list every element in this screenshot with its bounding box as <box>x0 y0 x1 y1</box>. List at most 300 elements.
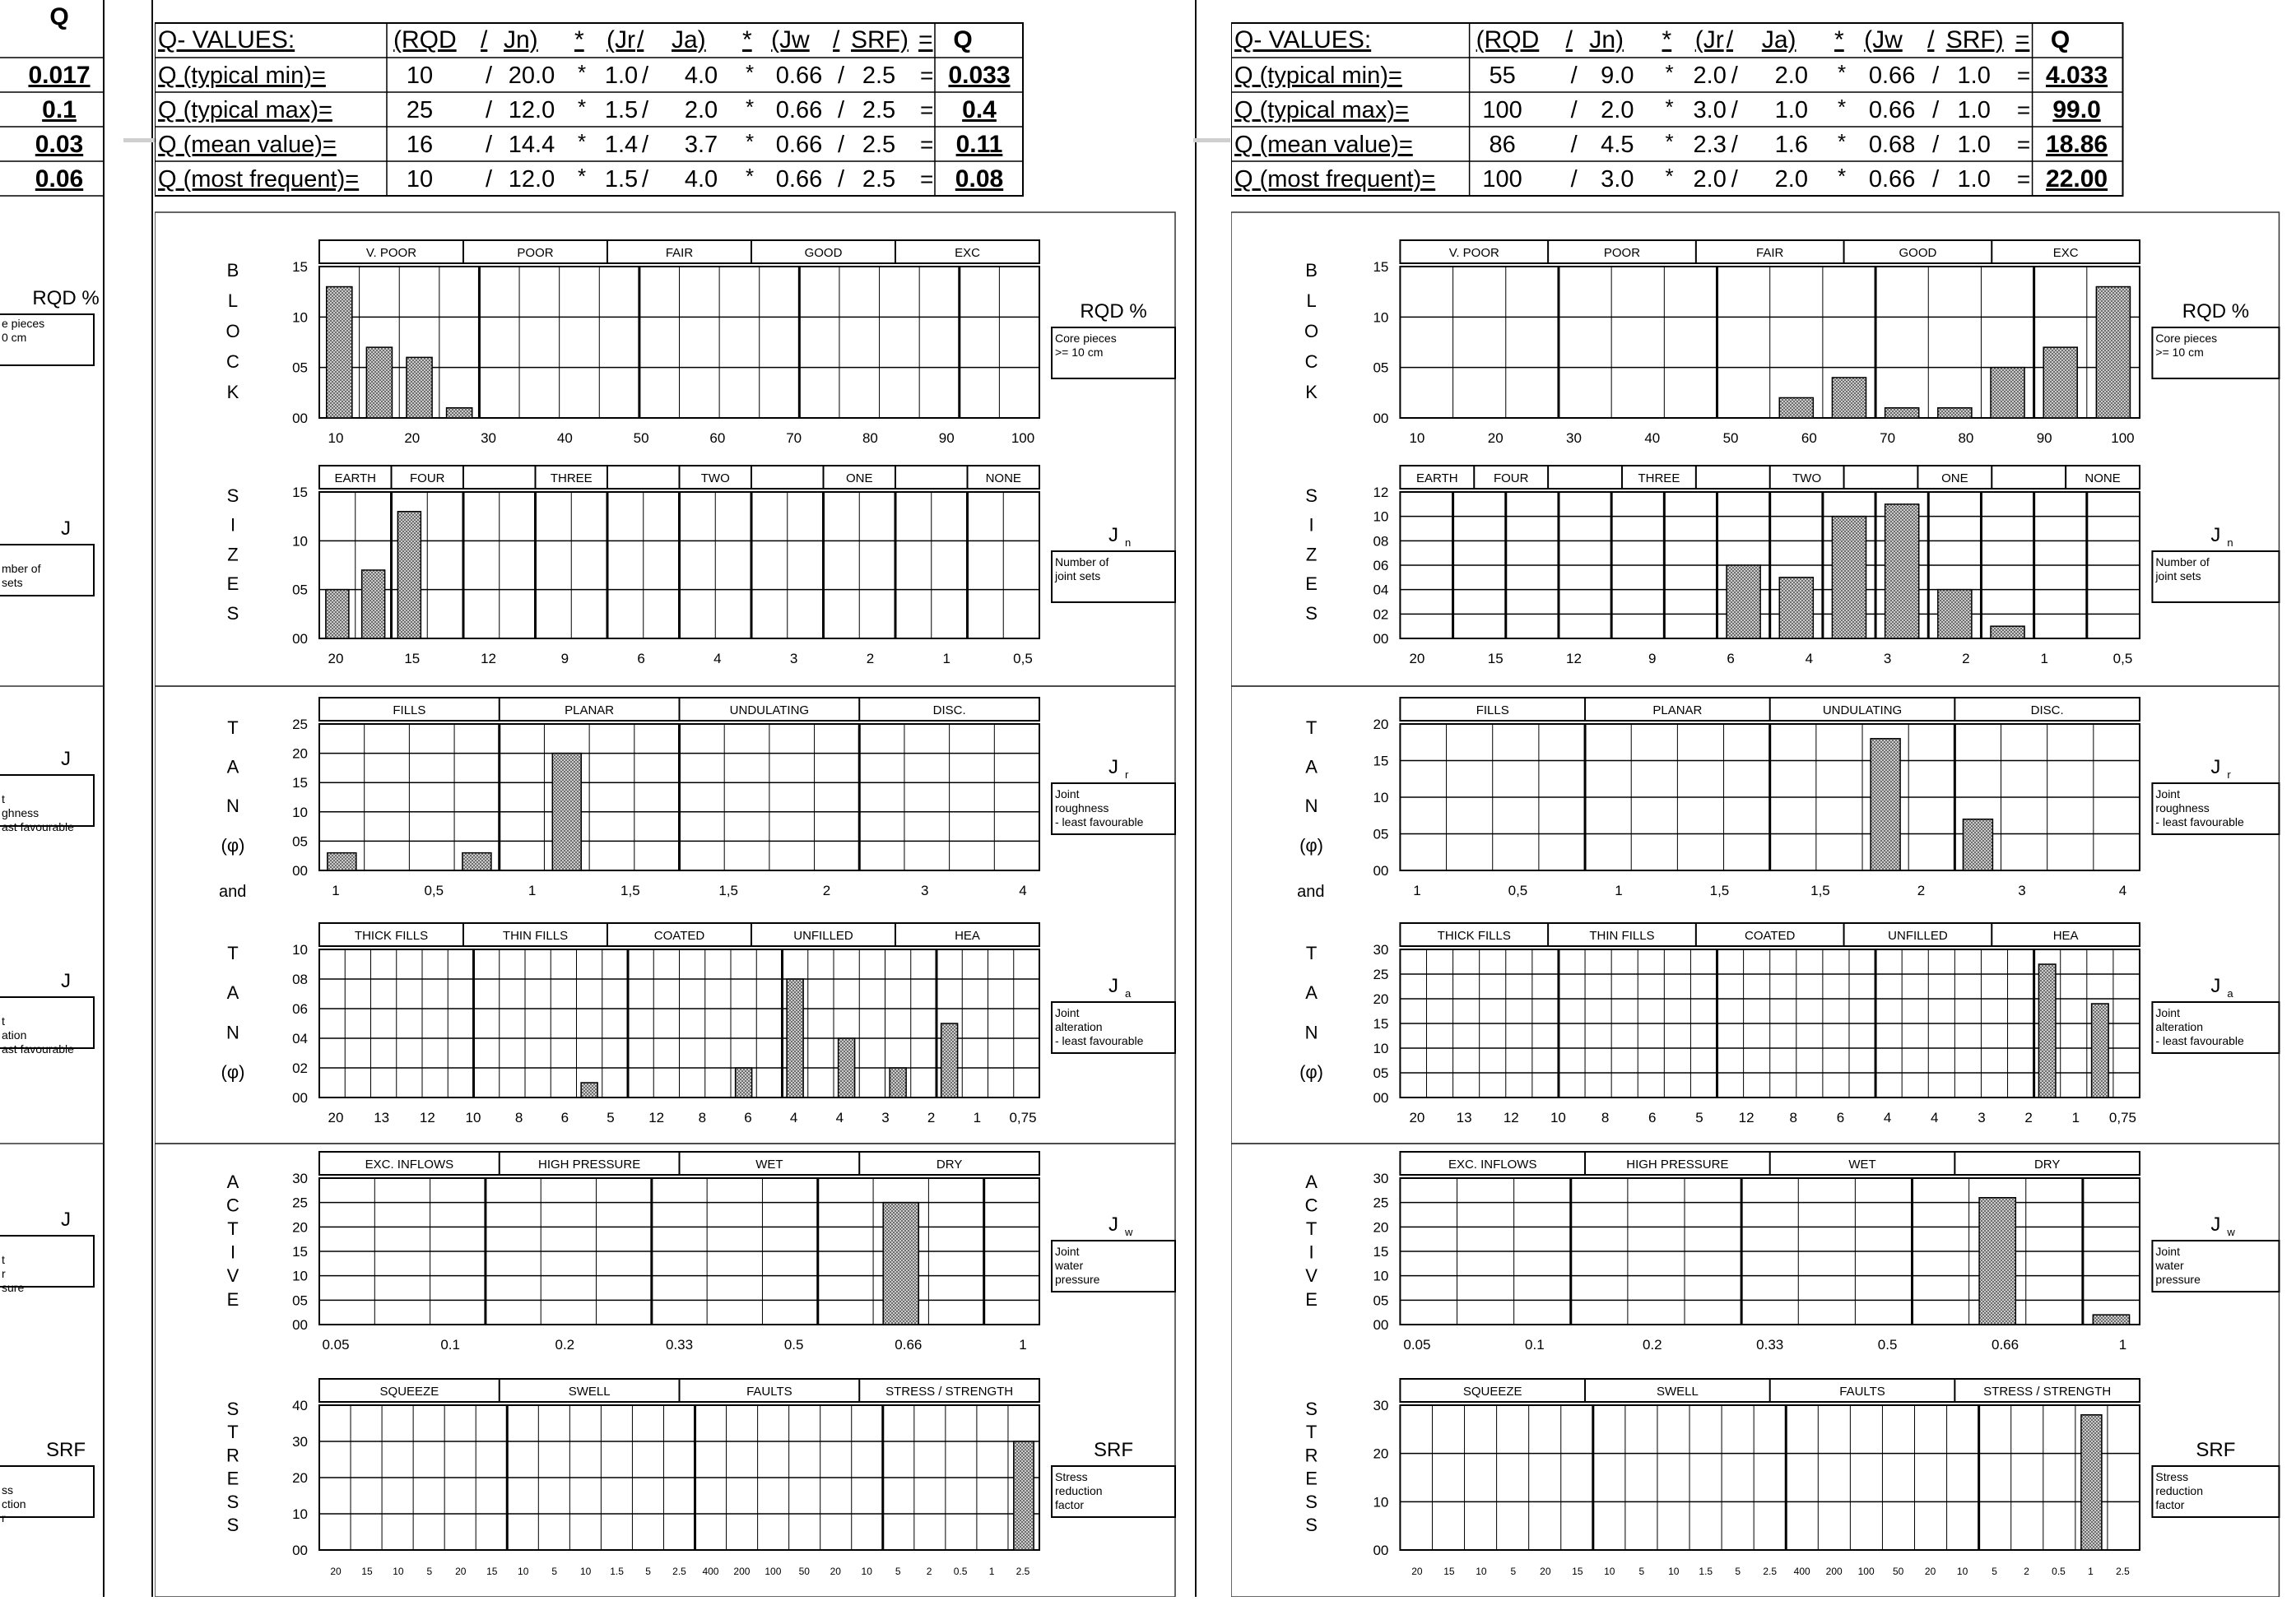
left-box-title: SRF <box>46 1439 86 1461</box>
x-tick-label: 200 <box>1825 1566 1843 1577</box>
box-line: alteration <box>1055 1020 1103 1033</box>
side-letter: T <box>1305 1422 1318 1443</box>
y-tick-label: 20 <box>1373 991 1389 1007</box>
box-title: RQD % <box>1080 300 1147 323</box>
band-label: HIGH PRESSURE <box>538 1158 641 1172</box>
side-letter: S <box>226 485 239 506</box>
band-label: FILLS <box>393 703 426 717</box>
y-tick-label: 00 <box>1373 1317 1389 1333</box>
table-cell-jr: 1.4 <box>604 132 639 158</box>
x-tick-label: 20 <box>330 1566 342 1577</box>
box-line: - least favourable <box>1055 815 1144 828</box>
x-tick-label: 20 <box>1540 1566 1551 1577</box>
band-label: DRY <box>2033 1158 2061 1172</box>
left-box-fragment: e pieces <box>2 317 45 330</box>
y-tick-label: 25 <box>292 1195 308 1211</box>
table-row-label: Q (typical max)= <box>158 97 332 123</box>
table-star: * <box>1665 129 1674 154</box>
y-tick-label: 05 <box>1373 1292 1389 1309</box>
band-label: THICK FILLS <box>1437 929 1511 943</box>
side-letter: (φ) <box>1299 1061 1324 1083</box>
table-header-cell: Q- VALUES: <box>1234 26 1372 53</box>
left-box-fragment: mber of <box>2 562 41 575</box>
x-tick-label: 20 <box>1924 1566 1936 1577</box>
box-line: Stress <box>1055 1470 1088 1483</box>
bar <box>407 357 432 418</box>
chart-right-jw <box>1305 1152 2280 1353</box>
side-letter: A <box>1305 982 1318 1004</box>
y-tick-label: 10 <box>292 942 308 958</box>
x-tick-label: 100 <box>765 1566 782 1577</box>
side-letter: N <box>1304 796 1318 817</box>
table-cell-jr: 1.0 <box>604 63 639 89</box>
side-letter: S <box>1305 1491 1318 1512</box>
table-star: * <box>578 60 587 85</box>
x-tick-label: 2.5 <box>1763 1566 1778 1577</box>
chart-center-ja <box>221 923 1175 1125</box>
box-title: J <box>1108 975 1118 997</box>
y-tick-label: 04 <box>292 1031 308 1046</box>
table-slash: / <box>1731 166 1738 193</box>
x-tick-label: 1,5 <box>620 883 640 898</box>
band-label: UNFILLED <box>1888 929 1948 943</box>
table-header-cell: * <box>742 26 752 53</box>
band-label: V. POOR <box>365 246 417 260</box>
table-header-cell: = <box>918 26 933 53</box>
x-tick-label: 10 <box>1409 430 1425 446</box>
x-tick-label: 15 <box>404 651 421 666</box>
x-tick-label: 0.33 <box>1756 1337 1784 1353</box>
left-partial-svg <box>0 0 107 1597</box>
side-letter: A <box>226 1172 239 1192</box>
table-slash: / <box>642 132 649 158</box>
table-cell-jn: 3.0 <box>1601 166 1634 193</box>
left-q-value: 0.03 <box>35 131 84 158</box>
x-tick-label: 4 <box>713 651 722 666</box>
table-header-cell: / <box>833 26 840 53</box>
x-tick-label: 8 <box>1601 1110 1610 1125</box>
x-tick-label: 4 <box>1931 1110 1939 1125</box>
box-line: - least favourable <box>2155 1034 2244 1047</box>
box-title: SRF <box>1094 1439 1133 1461</box>
band-label: UNDULATING <box>729 703 810 717</box>
x-tick-label: 0.5 <box>953 1566 968 1577</box>
table-cell-jr: 1.5 <box>604 166 639 193</box>
table-header-cell: (Jw <box>771 26 810 53</box>
side-letter: I <box>1308 514 1314 536</box>
y-tick-label: 08 <box>1373 533 1389 550</box>
x-tick-label: 20 <box>830 1566 841 1577</box>
left-box-fragment: t <box>2 792 5 805</box>
box-line: water <box>2155 1259 2184 1272</box>
bar <box>2093 1315 2129 1325</box>
table-header-cell: (RQD <box>393 26 457 53</box>
x-tick-label: 15 <box>1487 651 1504 666</box>
side-letter: Z <box>227 544 239 565</box>
table-cell-ja: 4.0 <box>684 166 718 193</box>
band-label: FAULTS <box>1839 1385 1885 1399</box>
y-tick-label: 15 <box>1373 259 1389 275</box>
table-equals: = <box>2016 132 2031 157</box>
left-box-fragment: sets <box>2 576 23 589</box>
x-tick-label: 50 <box>1892 1566 1904 1577</box>
side-letter: A <box>226 756 239 777</box>
y-tick-label: 00 <box>292 1543 308 1558</box>
x-tick-label: 4 <box>789 1110 798 1125</box>
and-label: and <box>1297 883 1325 901</box>
x-tick-label: 10 <box>518 1566 529 1577</box>
y-tick-label: 00 <box>292 631 308 647</box>
bar <box>736 1068 752 1097</box>
table-slash: / <box>1570 132 1578 158</box>
x-tick-label: 0.05 <box>322 1337 350 1353</box>
table-header-cell: Q- VALUES: <box>158 26 295 53</box>
table-star: * <box>746 129 755 154</box>
x-tick-label: 0,75 <box>2108 1110 2137 1125</box>
side-letter: T <box>1305 943 1318 963</box>
table-cell-srf: 1.0 <box>1957 97 1991 123</box>
x-tick-label: 6 <box>637 651 645 666</box>
bar <box>1779 397 1813 418</box>
band-label: GOOD <box>1899 246 1937 260</box>
table-slash: / <box>486 166 493 193</box>
x-tick-label: 50 <box>1722 430 1739 446</box>
left-q-value: 0.06 <box>35 165 84 193</box>
table-row-label: Q (mean value)= <box>1234 132 1413 158</box>
bar <box>366 347 392 418</box>
x-tick-label: 10 <box>1550 1110 1566 1125</box>
x-tick-label: 4 <box>2118 883 2127 898</box>
side-letter: I <box>230 514 236 536</box>
bar <box>1014 1441 1034 1550</box>
table-equals: = <box>2016 97 2031 123</box>
band-label: V. POOR <box>1448 246 1499 260</box>
table-q-value: 99.0 <box>2052 96 2101 123</box>
table-cell-srf: 2.5 <box>862 132 896 158</box>
bar <box>2081 1415 2102 1550</box>
x-tick-label: 1,5 <box>718 883 738 898</box>
x-tick-label: 10 <box>1604 1566 1615 1577</box>
chart-right-rqd <box>1304 240 2279 446</box>
box-line: Joint <box>2155 787 2180 800</box>
table-slash: / <box>642 63 649 89</box>
section-frame <box>1231 1144 2279 1597</box>
y-tick-label: 25 <box>1373 1195 1389 1211</box>
x-tick-label: 30 <box>481 430 497 446</box>
x-tick-label: 400 <box>702 1566 719 1577</box>
x-tick-label: 0.5 <box>1877 1337 1898 1353</box>
y-tick-label: 40 <box>292 1398 308 1413</box>
x-tick-label: 10 <box>1956 1566 1968 1577</box>
band-label: GOOD <box>804 246 843 260</box>
box-line: pressure <box>2155 1273 2201 1286</box>
x-tick-label: 5 <box>1735 1566 1741 1577</box>
table-header-cell: (Jr <box>607 26 635 53</box>
band-label: HEA <box>955 929 980 943</box>
left-box-title: J <box>61 1209 71 1231</box>
left-box-title: J <box>61 748 71 770</box>
table-star: * <box>1665 60 1674 85</box>
x-tick-label: 50 <box>633 430 649 446</box>
side-letter: S <box>226 1515 239 1536</box>
table-row-label: Q (typical min)= <box>1234 63 1402 89</box>
y-tick-label: 05 <box>292 833 308 850</box>
divider-center <box>1195 0 1197 1597</box>
table-header-cell: / <box>1927 26 1935 53</box>
left-box-frame <box>0 1236 94 1287</box>
table-equals: = <box>920 166 934 192</box>
table-header-cell: / <box>1565 26 1573 53</box>
side-letter: Z <box>1305 544 1318 565</box>
x-tick-label: 0,5 <box>2112 651 2133 666</box>
y-tick-label: 20 <box>1373 717 1389 732</box>
y-tick-label: 00 <box>292 863 308 879</box>
bar <box>1991 626 2024 638</box>
bar <box>1871 739 1900 870</box>
y-tick-label: 10 <box>1373 1268 1389 1284</box>
left-q-header: Q <box>49 3 69 30</box>
side-letter: E <box>1305 573 1318 595</box>
x-tick-label: 1.5 <box>1699 1566 1713 1577</box>
and-label: and <box>219 883 247 901</box>
band-label: DRY <box>936 1158 963 1172</box>
section-frame <box>155 212 1175 686</box>
box-title: RQD % <box>2182 300 2250 323</box>
y-tick-label: 06 <box>292 1001 308 1017</box>
band-label: NONE <box>2085 471 2121 485</box>
side-letter: R <box>226 1445 239 1466</box>
left-box-fragment: ction <box>2 1497 26 1511</box>
table-cell-jn: 2.0 <box>1601 97 1634 123</box>
side-letter: V <box>1305 1265 1318 1287</box>
x-tick-label: 20 <box>1411 1566 1423 1577</box>
x-tick-label: 20 <box>328 1110 344 1125</box>
table-slash: / <box>486 132 493 158</box>
table-cell-jr: 2.0 <box>1693 166 1727 193</box>
y-tick-label: 25 <box>1373 967 1389 982</box>
side-letter: A <box>1305 1172 1318 1192</box>
side-letter: O <box>225 320 240 341</box>
bar <box>552 754 581 870</box>
header-shade-center <box>1193 138 1230 142</box>
box-title: J <box>2210 524 2221 546</box>
x-tick-label: 100 <box>2111 430 2135 446</box>
x-tick-label: 5 <box>426 1566 433 1577</box>
x-tick-label: 0.1 <box>1525 1337 1545 1353</box>
bar <box>787 979 803 1097</box>
table-header-cell: SRF) <box>851 26 909 53</box>
band-label: PLANAR <box>565 703 615 717</box>
x-tick-label: 6 <box>1648 1110 1657 1125</box>
left-box-fragment: t <box>2 1014 5 1028</box>
q-values-table <box>1231 23 2122 196</box>
x-tick-label: 1 <box>1019 1337 1027 1353</box>
table-cell-rqd: 25 <box>406 97 434 123</box>
side-letter: T <box>227 943 239 963</box>
side-letter: V <box>226 1265 239 1287</box>
x-tick-label: 1 <box>2088 1566 2094 1577</box>
y-tick-label: 15 <box>292 485 308 500</box>
box-line: >= 10 cm <box>2155 346 2204 359</box>
band-label: DISC. <box>2030 703 2064 717</box>
band-label: COATED <box>1744 929 1796 943</box>
table-star: * <box>578 95 587 119</box>
bar <box>839 1038 855 1097</box>
side-letter: K <box>226 381 239 402</box>
box-line: Joint <box>1055 787 1080 800</box>
x-tick-label: 9 <box>1648 651 1657 666</box>
y-tick-label: 05 <box>292 582 308 598</box>
y-tick-label: 20 <box>292 745 308 762</box>
table-equals: = <box>920 63 934 88</box>
left-q-value: 0.1 <box>42 96 77 123</box>
bar <box>1938 590 1972 638</box>
y-tick-label: 10 <box>1373 508 1389 525</box>
y-tick-label: 15 <box>1373 1016 1389 1032</box>
band-label: THREE <box>550 471 593 485</box>
bar <box>2043 347 2077 418</box>
band-label: EARTH <box>334 471 377 485</box>
x-tick-label: 12 <box>648 1110 665 1125</box>
x-tick-label: 3 <box>881 1110 890 1125</box>
side-letter: S <box>1305 602 1318 624</box>
table-cell-jw: 0.66 <box>1868 166 1916 193</box>
table-star: * <box>1838 95 1847 119</box>
table-star: * <box>1838 60 1847 85</box>
table-cell-srf: 1.0 <box>1957 132 1991 158</box>
table-header-cell: SRF) <box>1945 26 2004 53</box>
x-tick-label: 10 <box>579 1566 592 1577</box>
x-tick-label: 30 <box>1566 430 1582 446</box>
left-box-fragment: r <box>2 1511 6 1524</box>
x-tick-label: 8 <box>698 1110 707 1125</box>
table-cell-jn: 4.5 <box>1601 132 1634 158</box>
y-tick-label: 30 <box>1373 1171 1389 1186</box>
x-tick-label: 1 <box>973 1110 982 1125</box>
band-label: THREE <box>1638 471 1680 485</box>
x-tick-label: 2.5 <box>672 1566 686 1577</box>
x-tick-label: 1 <box>528 883 537 898</box>
bar <box>447 408 472 418</box>
table-slash: / <box>1731 97 1738 123</box>
box-line: Joint <box>2155 1006 2180 1019</box>
bar <box>1938 408 1972 418</box>
x-tick-label: 60 <box>1801 430 1817 446</box>
x-tick-label: 6 <box>744 1110 752 1125</box>
x-tick-label: 50 <box>798 1566 810 1577</box>
x-tick-label: 3 <box>920 883 929 898</box>
band-label: SWELL <box>1656 1385 1699 1399</box>
left-box-fragment: ss <box>2 1483 13 1497</box>
table-cell-rqd: 10 <box>406 63 434 89</box>
y-tick-label: 15 <box>1373 753 1389 769</box>
table-slash: / <box>1570 97 1578 123</box>
y-tick-label: 10 <box>292 533 308 550</box>
box-line: reduction <box>2155 1484 2204 1497</box>
box-line: Number of <box>1055 555 1109 568</box>
plot-frame <box>1400 1405 2140 1550</box>
table-cell-rqd: 16 <box>406 132 434 158</box>
left-box-fragment: r <box>2 1267 6 1280</box>
box-line: Stress <box>2155 1470 2189 1483</box>
left-box-fragment: t <box>2 1253 5 1266</box>
box-subscript: n <box>2227 536 2233 549</box>
band-label: HEA <box>2052 929 2079 943</box>
section-frame <box>155 686 1175 1144</box>
x-tick-label: 90 <box>938 430 955 446</box>
table-cell-srf: 1.0 <box>1957 166 1991 193</box>
x-tick-label: 3 <box>1978 1110 1986 1125</box>
y-tick-label: 10 <box>1373 309 1389 326</box>
table-cell-jr: 2.0 <box>1693 63 1727 89</box>
table-slash: / <box>486 97 493 123</box>
band-label: ONE <box>845 471 873 485</box>
x-tick-label: 6 <box>1727 651 1735 666</box>
table-equals: = <box>2016 166 2031 192</box>
x-tick-label: 15 <box>1572 1566 1583 1577</box>
x-tick-label: 1 <box>332 883 340 898</box>
x-tick-label: 10 <box>1476 1566 1487 1577</box>
band-label: DISC. <box>932 703 966 717</box>
x-tick-label: 0.05 <box>1403 1337 1431 1353</box>
x-tick-label: 13 <box>374 1110 390 1125</box>
y-tick-label: 00 <box>292 411 308 426</box>
x-tick-label: 9 <box>560 651 569 666</box>
y-tick-label: 30 <box>292 1171 308 1186</box>
table-slash: / <box>838 132 845 158</box>
y-tick-label: 12 <box>1373 485 1389 500</box>
x-tick-label: 0,5 <box>1508 883 1528 898</box>
x-tick-label: 10 <box>328 430 344 446</box>
panel-right <box>1231 0 2296 1597</box>
left-box-fragment: ast favourable <box>2 820 74 833</box>
bar <box>1885 408 1919 418</box>
table-cell-jw: 0.66 <box>775 97 823 123</box>
side-letter: A <box>1305 756 1318 777</box>
band-label: FAULTS <box>746 1385 792 1399</box>
x-tick-label: 1 <box>2118 1337 2127 1353</box>
y-tick-label: 30 <box>1373 1398 1389 1413</box>
table-header-cell: Q <box>953 26 973 53</box>
side-letter: (φ) <box>221 1061 245 1083</box>
table-star: * <box>746 164 755 188</box>
side-letter: E <box>1305 1468 1318 1489</box>
side-letter: N <box>226 1022 239 1043</box>
side-letter: L <box>1306 290 1317 311</box>
x-tick-label: 5 <box>645 1566 651 1577</box>
box-subscript: w <box>2227 1226 2235 1238</box>
box-line: Core pieces <box>2155 332 2218 345</box>
bar <box>1885 504 1919 638</box>
table-header-cell: * <box>1662 26 1672 53</box>
x-tick-label: 1,5 <box>1709 883 1730 898</box>
side-letter: B <box>1305 260 1318 281</box>
y-tick-label: 05 <box>292 1292 308 1309</box>
box-subscript: w <box>1125 1226 1133 1238</box>
bar <box>1779 578 1813 638</box>
x-tick-label: 70 <box>1880 430 1896 446</box>
x-tick-label: 40 <box>1644 430 1661 446</box>
table-cell-ja: 1.0 <box>1774 97 1809 123</box>
x-tick-label: 0.1 <box>440 1337 460 1353</box>
bar <box>2038 964 2056 1097</box>
x-tick-label: 12 <box>1738 1110 1755 1125</box>
table-row-label: Q (most frequent)= <box>158 166 360 193</box>
x-tick-label: 5 <box>1510 1566 1517 1577</box>
band-label: TWO <box>1792 471 1822 485</box>
table-cell-jw: 0.66 <box>775 63 823 89</box>
x-tick-label: 2 <box>866 651 875 666</box>
